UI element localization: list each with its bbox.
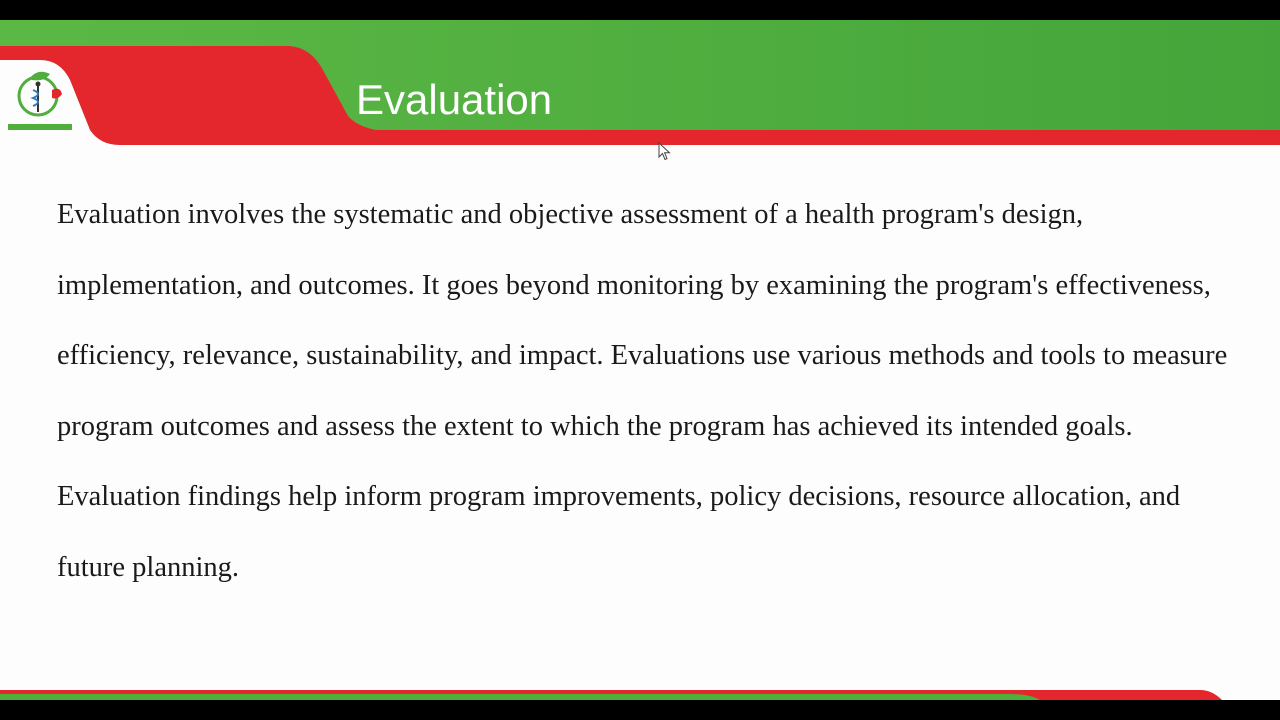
presentation-slide [0, 20, 1280, 700]
letterbox-bottom [0, 700, 1280, 720]
slide-title: Evaluation [356, 76, 553, 123]
mouse-pointer-icon [658, 142, 672, 162]
organization-logo [8, 70, 72, 132]
slide-footer-bar [0, 684, 1280, 700]
slide-header-banner [0, 20, 1280, 150]
letterbox-top [0, 0, 1280, 20]
caduceus-leaf-logo-icon [8, 70, 72, 132]
slide-body-paragraph: Evaluation involves the systematic and objective assessment of a health program's design, implementation, and outcomes. It goes beyond monitoring by examining the program's effectiveness, efficiency, relevance, sustainability, and impact. Evaluations use various methods and tools to measure program outcomes and assess the extent to which the program has achieved its intended goals. Evaluation findings help inform program improvements, policy decisions, resource allocation, and future planning. [57, 199, 1228, 583]
